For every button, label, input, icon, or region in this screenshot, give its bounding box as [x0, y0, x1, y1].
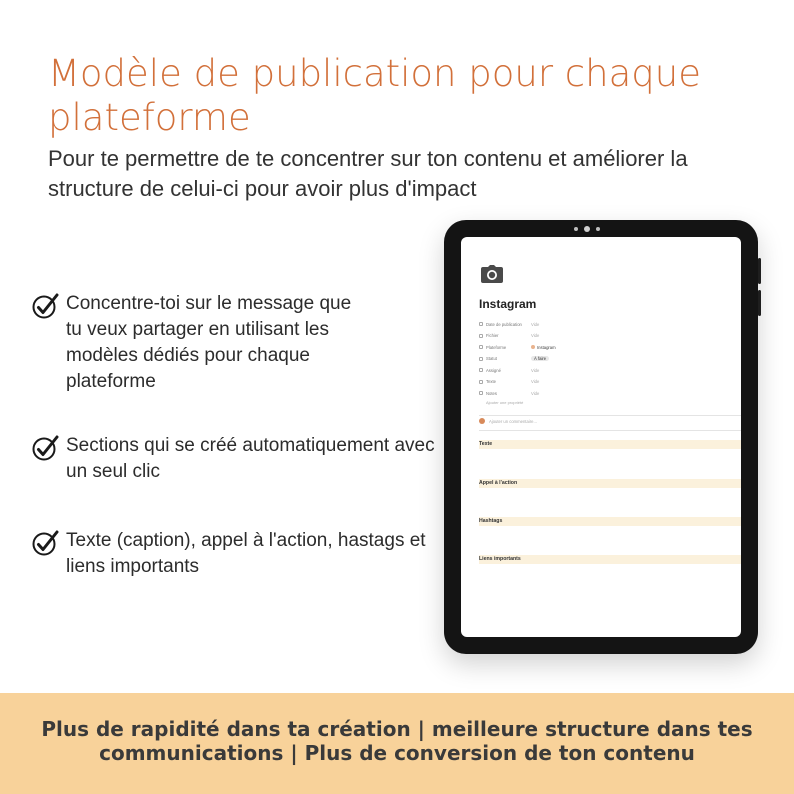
section-heading[interactable]: Liens importants — [479, 555, 741, 564]
attachment-icon — [479, 334, 483, 338]
property-value: Instagram — [531, 345, 556, 350]
text-icon — [479, 391, 483, 395]
feature-text: Sections qui se créé automatiquement avec un seul clic — [66, 435, 435, 482]
section-heading[interactable]: Hashtags — [479, 517, 741, 526]
section-heading[interactable]: Appel à l'action — [479, 479, 741, 488]
property-name: Texte — [486, 379, 497, 384]
tablet-camera — [596, 227, 600, 231]
property-name: Assigné — [486, 367, 501, 373]
text-icon — [479, 380, 483, 384]
page-subtitle: Pour te permettre de te concentrer sur ton contenu et améliorer la structure de celui-ci pour avoir plus d'impact — [48, 146, 688, 201]
property-row[interactable] — [479, 319, 741, 331]
comment-input[interactable] — [479, 418, 537, 424]
property-value: Vide — [531, 379, 540, 384]
tablet-volume-button — [758, 258, 761, 284]
property-row[interactable] — [479, 331, 741, 343]
tablet-mockup — [444, 220, 758, 654]
notion-page-title: Instagram — [479, 297, 537, 311]
property-name: Statut — [486, 356, 497, 361]
camera-icon — [481, 265, 503, 283]
property-row[interactable] — [479, 377, 741, 389]
relation-icon — [479, 345, 483, 349]
property-name: Plateforme — [486, 344, 507, 350]
page-title: Modèle de publication pour chaque plateforme — [48, 52, 701, 139]
feature-text: Concentre-toi sur le message que tu veux partager en utilisant les modèles dédiés pour chaque plateforme — [66, 293, 352, 392]
divider — [479, 430, 741, 431]
property-row[interactable] — [479, 354, 741, 366]
comment-placeholder: Ajouter un commentaire... — [489, 418, 537, 424]
checkmark-circle-icon — [32, 529, 60, 557]
divider — [479, 415, 741, 416]
checkmark-circle-icon — [32, 292, 60, 320]
avatar — [479, 418, 485, 424]
calendar-icon — [479, 322, 483, 326]
feature-text: Texte (caption), appel à l'action, hastags et liens importants — [66, 530, 426, 577]
person-icon — [479, 368, 483, 372]
tablet-volume-button — [758, 290, 761, 316]
property-name: Fichier — [486, 333, 499, 338]
feature-item — [32, 528, 442, 580]
checkmark-circle-icon — [32, 434, 60, 462]
property-row[interactable] — [479, 365, 741, 377]
banner-text: Plus de rapidité dans ta création | meilleure structure dans tes communications | Plus de conversion de ton contenu — [41, 717, 753, 765]
property-row[interactable] — [479, 342, 741, 354]
property-value: Vide — [531, 390, 540, 396]
property-value: Vide — [531, 321, 540, 327]
section-heading[interactable]: Texte — [479, 440, 741, 449]
status-icon — [479, 357, 483, 361]
property-name: Notes — [486, 390, 497, 396]
status-badge: À faire — [531, 356, 549, 361]
property-value: Vide — [531, 367, 540, 373]
add-property-button[interactable]: Ajouter une propriété — [486, 399, 524, 405]
tablet-screen — [461, 237, 741, 637]
tablet-camera — [574, 227, 578, 231]
feature-item — [32, 291, 362, 395]
property-row[interactable] — [479, 388, 741, 400]
tablet-camera — [584, 226, 590, 232]
feature-item — [32, 433, 442, 485]
property-value: Vide — [531, 333, 540, 338]
properties-list — [479, 319, 741, 411]
property-name: Date de publication — [486, 321, 522, 327]
